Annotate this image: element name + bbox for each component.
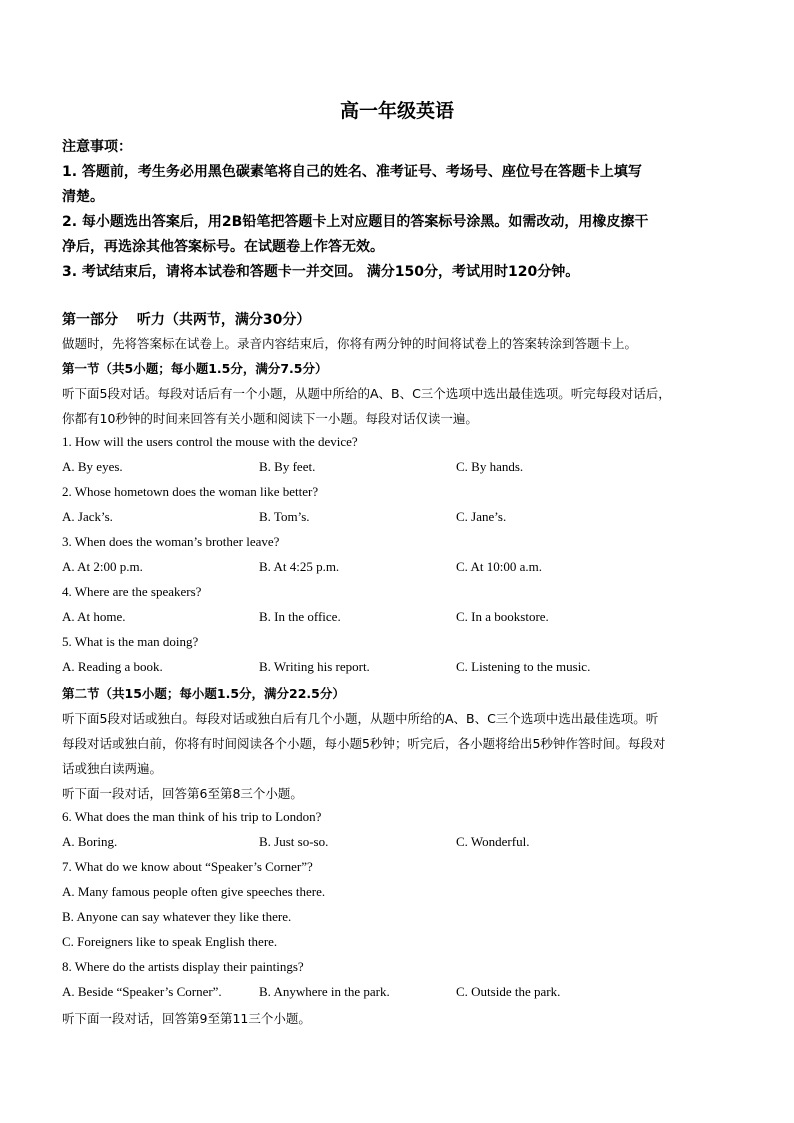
section1-heading: 第一节（共5小题；每小题1.5分，满分7.5分） [62,361,328,376]
q1-option-a: A. By eyes. [62,459,123,474]
notice-item-3: 3. 考试结束后，请将本试卷和答题卡一并交回。 满分150分，考试用时120分钟。 [62,264,580,280]
q5-option-c: C. Listening to the music. [456,659,591,674]
q1-option-c: C. By hands. [456,459,524,474]
q4-option-c: C. In a bookstore. [456,609,549,624]
question-6: 6. What does the man think of his trip to London? [62,809,322,824]
q4-option-a: A. At home. [62,609,126,624]
q6-option-a: A. Boring. [62,834,118,849]
section1-instruction-line-1: 听下面5段对话。每段对话后有一个小题，从题中所给的A、B、C三个选项中选出最佳选项。听完每段对话后， [62,386,671,401]
q5-option-a: A. Reading a book. [62,659,163,674]
q5-option-b: B. Writing his report. [259,659,370,674]
question-2: 2. Whose hometown does the woman like better? [62,484,319,499]
notice-item-1-line-2: 清楚。 [62,189,104,205]
q8-option-b: B. Anywhere in the park. [259,984,390,999]
q2-option-b: B. Tom’s. [259,509,310,524]
part1-heading: 第一部分 听力（共两节，满分30分） [62,312,311,328]
q6-option-c: C. Wonderful. [456,834,530,849]
q3-option-b: B. At 4:25 p.m. [259,559,340,574]
dialog-1-intro: 听下面一段对话，回答第6至第8三个小题。 [62,786,303,801]
q1-option-b: B. By feet. [259,459,316,474]
q4-option-b: B. In the office. [259,609,341,624]
notice-item-2-line-2: 净后，再选涂其他答案标号。在试题卷上作答无效。 [62,239,384,255]
dialog-2-intro: 听下面一段对话，回答第9至第11三个小题。 [62,1011,311,1026]
part1-instruction: 做题时，先将答案标在试卷上。录音内容结束后，你将有两分钟的时间将试卷上的答案转涂到答题卡上。 [62,336,638,351]
question-3: 3. When does the woman’s brother leave? [62,534,280,549]
section2-instruction-line-2: 每段对话或独白前，你将有时间阅读各个小题，每小题5秒钟；听完后，各小题将给出5秒钟作答时间。每段对 [62,736,666,751]
question-8: 8. Where do the artists display their paintings? [62,959,304,974]
notice-item-2-line-1: 2. 每小题选出答案后，用2B铅笔把答题卡上对应题目的答案标号涂黑。如需改动，用橡皮擦干 [62,214,649,230]
question-5: 5. What is the man doing? [62,634,199,649]
q6-option-b: B. Just so-so. [259,834,329,849]
page-title: 高一年级英语 [339,100,454,122]
question-1: 1. How will the users control the mouse with the device? [62,434,358,449]
section2-instruction-line-3: 话或独白读两遍。 [62,761,163,776]
section2-instruction-line-1: 听下面5段对话或独白。每段对话或独白后有几个小题，从题中所给的A、B、C三个选项中选出最佳选项。听 [62,711,659,726]
section1-instruction-line-2: 你都有10秒钟的时间来回答有关小题和阅读下一小题。每段对话仅读一遍。 [62,411,478,426]
q7-option-a: A. Many famous people often give speeches there. [62,884,326,899]
q3-option-c: C. At 10:00 a.m. [456,559,542,574]
notice-item-1-line-1: 1. 答题前，考生务必用黑色碳素笔将自己的姓名、准考证号、考场号、座位号在答题卡上填写 [62,164,642,180]
q2-option-c: C. Jane’s. [456,509,507,524]
q3-option-a: A. At 2:00 p.m. [62,559,143,574]
q2-option-a: A. Jack’s. [62,509,113,524]
q8-option-c: C. Outside the park. [456,984,561,999]
section2-heading: 第二节（共15小题；每小题1.5分，满分22.5分） [62,686,345,701]
q7-option-b: B. Anyone can say whatever they like there. [62,909,292,924]
q8-option-a: A. Beside “Speaker’s Corner”. [62,984,222,999]
question-4: 4. Where are the speakers? [62,584,202,599]
notice-heading: 注意事项： [62,139,132,155]
q7-option-c: C. Foreigners like to speak English there. [62,934,278,949]
question-7: 7. What do we know about “Speaker’s Corner”? [62,859,313,874]
